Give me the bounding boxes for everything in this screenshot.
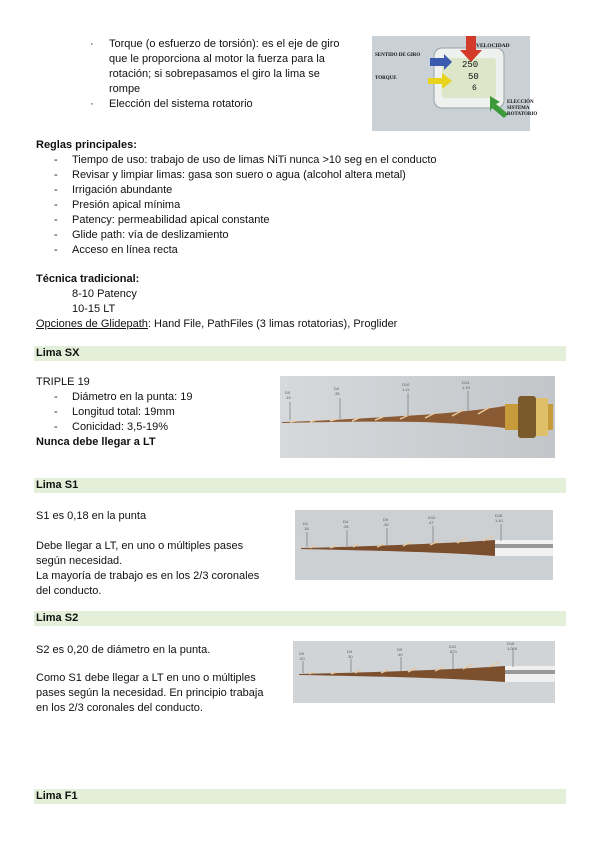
- s2-para-line: pases según la necesidad. En principio trabaja: [36, 687, 264, 699]
- bullet-dot: ·: [90, 38, 94, 50]
- dash: -: [54, 199, 58, 211]
- lima-sx-image: [280, 376, 555, 458]
- reglas-item: Presión apical mínima: [72, 199, 181, 211]
- reglas-item: Irrigación abundante: [72, 184, 173, 196]
- eleccion-line: Elección del sistema rotatorio: [109, 98, 253, 110]
- sx-note: Nunca debe llegar a LT: [36, 436, 156, 448]
- motor-label-torque: TORQUE: [375, 76, 397, 81]
- lima-s1-drawing: [295, 510, 553, 580]
- dash: -: [54, 421, 58, 433]
- s2-line1: S2 es 0,20 de diámetro en la punta.: [36, 644, 211, 656]
- s1-para-line: La mayoría de trabajo es en los 2/3 coronales: [36, 570, 260, 582]
- torque-line-1: Torque (o esfuerzo de torsión): es el eje de giro: [109, 38, 340, 50]
- s2-mark: D0 .20: [299, 651, 305, 661]
- s1-para-line: según necesidad.: [36, 555, 123, 567]
- reglas-item: Patency: permeabilidad apical constante: [72, 214, 270, 226]
- section-bar-lima-s1: Lima S1: [34, 478, 566, 493]
- glidepath-label: Opciones de Glidepath: [36, 318, 148, 330]
- motor-readout-torque: 50: [468, 72, 479, 82]
- s1-mark: D16 1.10: [495, 513, 503, 523]
- s1-line1: S1 es 0,18 en la punta: [36, 510, 147, 522]
- reglas-item: Glide path: vía de deslizamiento: [72, 229, 229, 241]
- lima-s1-image: [295, 510, 553, 580]
- s1-mark: D9 .30: [383, 517, 389, 527]
- sx-mark: D0 .19: [285, 390, 291, 400]
- motor-label-sentido: SENTIDO DE GIRO: [375, 53, 421, 58]
- section-bar-lima-f1: Lima F1: [34, 789, 566, 804]
- s1-mark: D4 .26: [343, 519, 349, 529]
- reglas-heading: Reglas principales:: [36, 139, 137, 151]
- dash: -: [54, 184, 58, 196]
- lima-s2-image: [293, 641, 555, 703]
- dash: -: [54, 244, 58, 256]
- glidepath-options: : Hand File, PathFiles (3 limas rotatorias), Proglider: [147, 318, 398, 330]
- motor-readout-program: 6: [472, 84, 477, 93]
- s1-para-line: del conducto.: [36, 585, 102, 597]
- s1-mark: D1 .18: [303, 521, 309, 531]
- sx-mark: D10 1.11: [402, 382, 410, 392]
- torque-line-4: rompe: [109, 83, 141, 95]
- s1-para-line: Debe llegar a LT, en uno o múltiples pases: [36, 540, 244, 552]
- dash: -: [54, 391, 58, 403]
- dash: -: [54, 214, 58, 226]
- motor-display-image: [372, 36, 538, 131]
- reglas-item: Tiempo de uso: trabajo de uso de limas NiTi nunca >10 seg en el conducto: [72, 154, 437, 166]
- lima-sx-drawing: [280, 376, 555, 458]
- torque-line-3: rotación; si sobrepasamos el giro la lima se: [109, 68, 320, 80]
- s2-mark: D4 .30: [347, 649, 353, 659]
- s2-para-line: Como S1 debe llegar a LT en uno o múltiples: [36, 672, 256, 684]
- dash: -: [54, 169, 58, 181]
- glidepath-line: [36, 317, 397, 331]
- s2-mark: D16 1.009: [507, 641, 518, 651]
- s2-mark: D9 .40: [397, 647, 403, 657]
- torque-line-2: que le proporciona al motor la fuerza para la: [109, 53, 325, 65]
- s2-para-line: en los 2/3 coronales del conducto.: [36, 702, 203, 714]
- reglas-item: Revisar y limpiar limas: gasa son suero o agua (alcohol altera metal): [72, 169, 406, 181]
- s1-mark: D12 .47: [428, 515, 436, 525]
- reglas-item: Acceso en línea recta: [72, 244, 178, 256]
- motor-readout-speed: 250: [462, 60, 479, 70]
- sx-mark: D14 1.19: [462, 380, 470, 390]
- s2-mark: D12 .870: [449, 644, 457, 654]
- section-bar-lima-sx: Lima SX: [34, 346, 566, 361]
- tecnica-line: 8-10 Patency: [72, 288, 137, 300]
- sx-item: Longitud total: 19mm: [72, 406, 175, 418]
- tecnica-heading: Técnica tradicional:: [36, 273, 140, 285]
- motor-label-eleccion: ELECCIÓN SISTEMA ROTATORIO: [507, 100, 538, 117]
- sx-mark: D4 .35: [334, 386, 340, 396]
- dash: -: [54, 154, 58, 166]
- motor-label-velocidad: VELOCIDAD: [476, 43, 510, 49]
- section-bar-lima-s2: Lima S2: [34, 611, 566, 626]
- tecnica-line: 10-15 LT: [72, 303, 116, 315]
- dash: -: [54, 406, 58, 418]
- sx-item: Conicidad: 3,5-19%: [72, 421, 169, 433]
- sx-title: TRIPLE 19: [36, 376, 90, 388]
- sx-item: Diámetro en la punta: 19: [72, 391, 193, 403]
- bullet-dot: ·: [90, 98, 94, 110]
- dash: -: [54, 229, 58, 241]
